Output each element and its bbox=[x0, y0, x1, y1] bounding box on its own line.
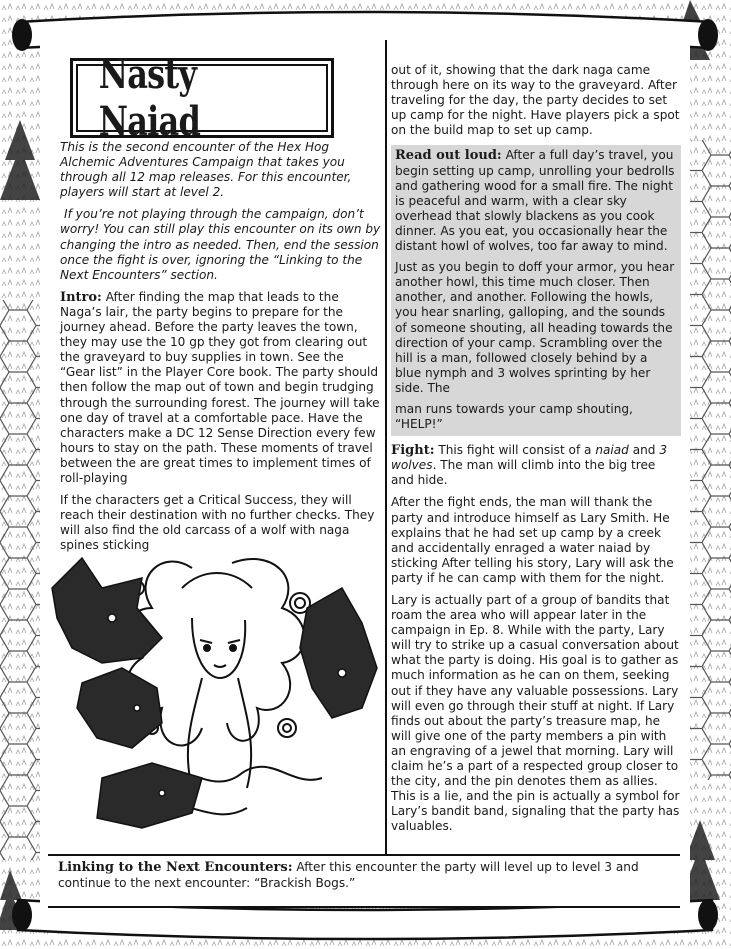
left-column bbox=[60, 140, 382, 560]
fight-paragraph bbox=[391, 443, 681, 488]
linking-text: After this encounter the party will level up to level 3 and continue to the next encounter: “Brackish Bogs.” bbox=[58, 860, 639, 890]
read-out-loud-box bbox=[391, 145, 681, 436]
read-out-text: After a full day’s travel, you begin setting up camp, unrolling your bedrolls and gathering wood for a small fire. The night is peaceful and warm, with a clear sky overhead that slowly blackens as you cook dinner. As you eat, you occasionally hear the distant howl of wolves, too far away to mind. bbox=[395, 148, 675, 254]
intro-label: Intro: bbox=[60, 289, 102, 305]
lary-paragraph: Lary is actually part of a group of bandits that roam the area who will appear later in the campaign in Ep. 8. While with the party, Lary will try to strike up a casual conversation about what the party is doing. His goal is to gather as much information as he can on them, seeking out if they have any valuable possessions. Lary will even go through their stuff at night. If Lary finds out about the party’s treasure map, he will give one of the party members a pin with an engraving of a jewel that morning. Lary will claim he’s a part of a respected group closer to the city, and the pin denotes them as allies. This is a lie, and the pin is actually a symbol for Lary’s bandit band, signaling that the party has valuables. bbox=[391, 593, 680, 834]
standalone-note: If you’re not playing through the campaign, don’t worry! You can still play this encounter on its own by changing the intro as needed. Then, end the session once the fight is over, ignoring the “Linking to the Next Encounters” section. bbox=[60, 207, 381, 282]
right-column bbox=[391, 63, 681, 842]
after-fight-paragraph: After the fight ends, the man will thank the party and introduce himself as Lary Smith. He explains that he had set up camp by a creek and accidentally enraged a water naiad by sticking After telling his story, Lary will ask the party if he can camp with them for the night. bbox=[391, 495, 674, 585]
campaign-intro: This is the second encounter of the Hex Hog Alchemic Adventures Campaign that takes you through all 12 map releases. For this encounter, players will start at level 2. bbox=[60, 140, 352, 200]
fight-pre: This fight will consist of a bbox=[438, 443, 592, 458]
linking-label: Linking to the Next Encounters: bbox=[58, 860, 293, 875]
read-out-label: Read out loud: bbox=[395, 148, 502, 164]
fight-post: . The man will climb into the big tree and hide. bbox=[391, 458, 656, 488]
fight-and: and bbox=[632, 443, 656, 458]
read-out-paragraph-2: Just as you begin to doff your armor, you hear another howl, this time much closer. Then another, and another. Following the howls, you hear snarling, galloping, and the sounds of someone shouting, all heading towards the direction of your camp. Scrambling over the hill is a man, followed closely behind by a blue nymph and 3 wolves sprinting by her side. The bbox=[395, 260, 675, 395]
critical-success-paragraph: If the characters get a Critical Success, they will reach their destination with no further checks. They will also find the old carcass of a wolf with naga spines sticking bbox=[60, 493, 375, 553]
title-banner bbox=[70, 51, 334, 145]
read-out-paragraph-3: man runs towards your camp shouting, “HELP!” bbox=[395, 401, 633, 432]
fight-label: Fight: bbox=[391, 443, 435, 459]
linking-section bbox=[58, 860, 678, 891]
continued-paragraph: out of it, showing that the dark naga came through here on its way to the graveyard. After traveling for the day, the party decides to set up camp for the night. Have players pick a spot on the build map to set up camp. bbox=[391, 63, 680, 138]
naiad-wolves-illustration bbox=[42, 548, 385, 850]
fight-wolves: 3 wolves bbox=[391, 443, 668, 473]
read-out-paragraph-1 bbox=[395, 148, 677, 254]
intro-text: After finding the map that leads to the Naga’s lair, the party begins to prepare for the journey ahead. Before the party leaves the town, they may use the 10 gp they got from clearing out the graveyard to buy supplies in town. See the “Gear list” in the Player Core book. The party should then follow the map out of town and begin trudging through the surrounding forest. The journey will take one day of travel at a comfortable pace. Have the characters make a DC 12 Sense Direction every few hours to stay on the path. These moments of travel between the are great times to implement times of roll-playing bbox=[60, 289, 380, 485]
column-divider bbox=[385, 40, 387, 860]
intro-paragraph bbox=[60, 290, 382, 486]
page-title: Nasty Naiad bbox=[98, 51, 201, 145]
fight-naiad: naiad bbox=[595, 443, 629, 458]
